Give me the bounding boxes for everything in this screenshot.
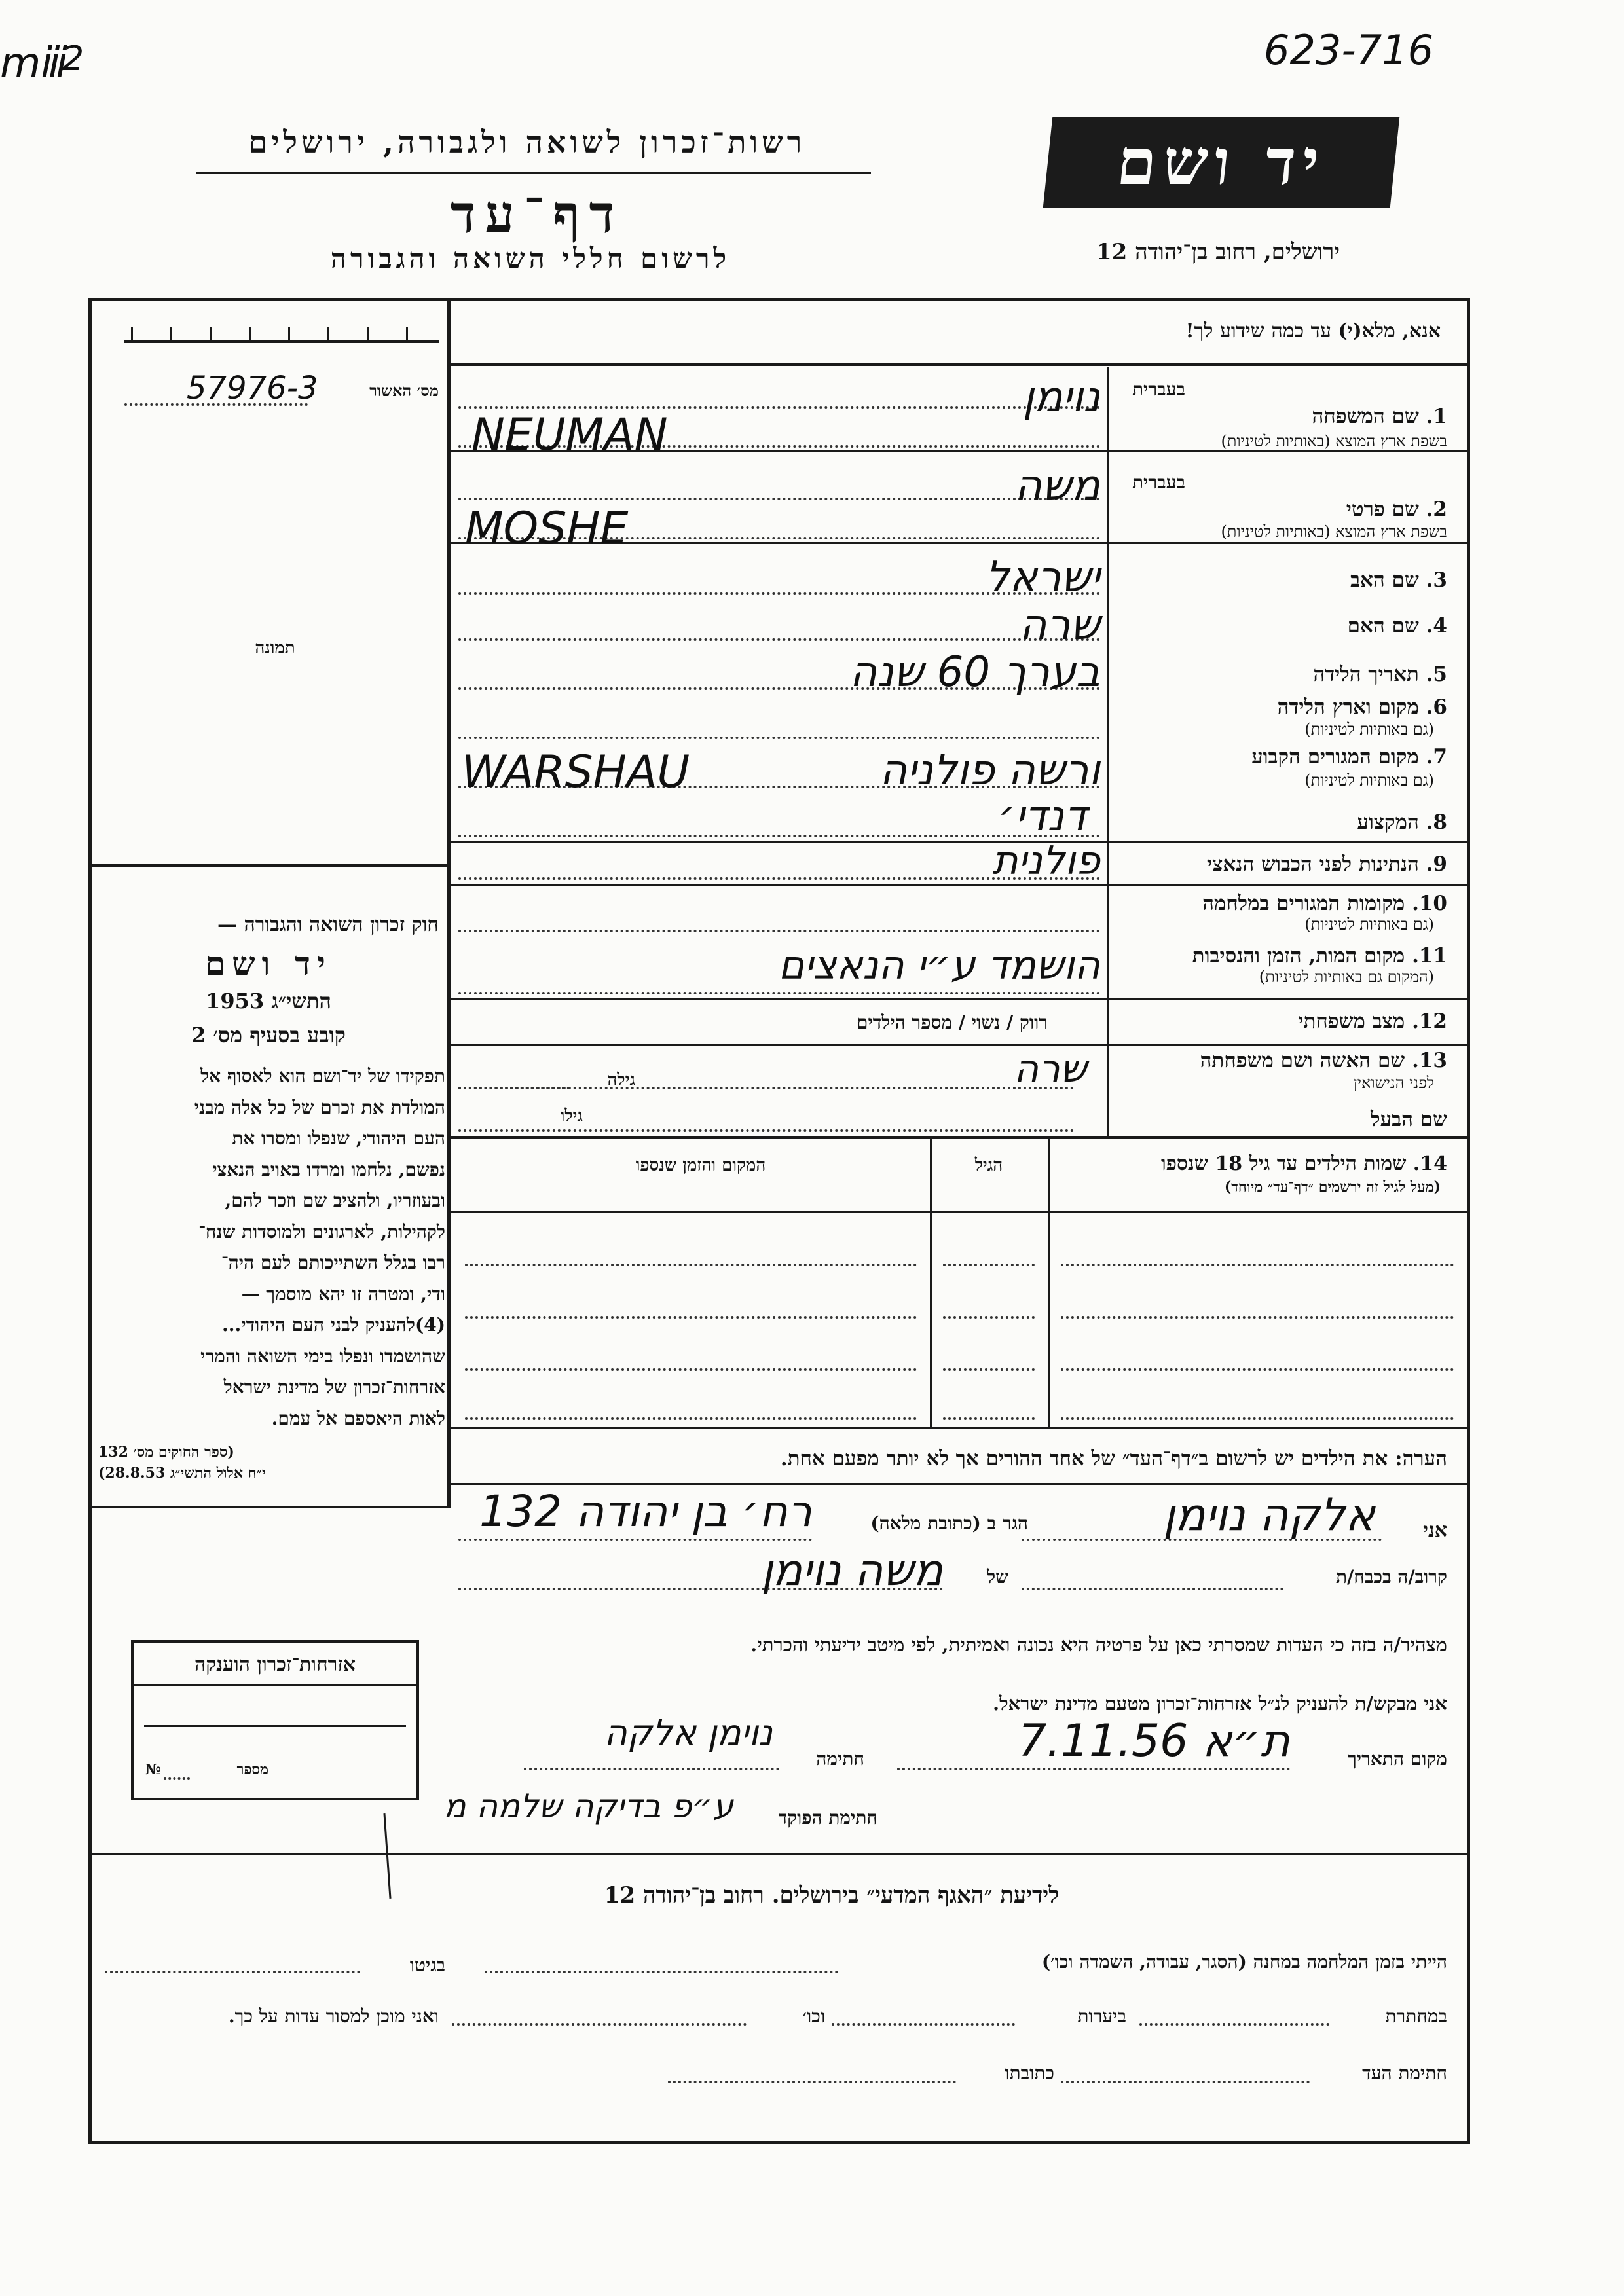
surname-latin[interactable]: NEUMAN xyxy=(471,409,668,461)
address-label: הגר ב (כתובת מלאה) xyxy=(870,1512,1028,1534)
declarant-name[interactable]: אלקה נוימן xyxy=(1162,1489,1375,1541)
mother-name[interactable]: שרה xyxy=(1019,601,1100,649)
field-7-sub: (גם באותיות לטיניות) xyxy=(1304,771,1434,790)
bottom-underground: במחתרת xyxy=(1385,2005,1447,2027)
field-13-label: 13. שם האשה ושם משפחתה xyxy=(1200,1049,1447,1072)
field-9-label: 9. הנתינות לפני הכבוש הנאצי xyxy=(1207,852,1447,876)
declaration-text: מצהיר/ה בזה כי העדות שמסרתי כאן על פרטיה היא נכונה ואמיתית, לפי מיטב ידיעתי והכרתי. xyxy=(750,1633,1447,1656)
law-line: לאות היאספם אל עמם. xyxy=(271,1407,445,1429)
field-1-label: 1. שם המשפחה xyxy=(1312,405,1447,428)
law-body xyxy=(98,1061,445,1434)
law-ref-1: (ספר החוקים מס׳ 132 xyxy=(98,1444,234,1461)
field-7-label: 7. מקום המגורים הקבוע xyxy=(1251,745,1447,769)
form-title: דף־עד xyxy=(450,183,624,245)
first-name-hebrew[interactable]: משה xyxy=(1014,462,1100,510)
photo-rule xyxy=(92,864,447,867)
children-col-place: המקום והזמן שנספו xyxy=(635,1156,766,1175)
corner-mark-sub: 2 xyxy=(62,39,84,79)
field-10-label: 10. מקומות המגורים במלחמה xyxy=(1202,892,1447,915)
bottom-forests: ביערות xyxy=(1077,2005,1126,2027)
field-5-label: 5. תאריך הלידה xyxy=(1313,663,1447,686)
file-no-label: מס׳ האשור xyxy=(369,381,439,400)
header-address: ירושלים, רחוב בן־יהודה 12 xyxy=(1096,239,1340,265)
logo-text: יד ושם xyxy=(1113,125,1329,199)
residence-latin[interactable]: WARSHAU xyxy=(462,746,690,798)
law-section: קובע בסעיף מס׳ 2 xyxy=(191,1023,346,1048)
first-name-latin[interactable]: MOSHE xyxy=(465,503,629,555)
residence-hebrew[interactable]: ורשה פולניה xyxy=(879,746,1100,795)
bottom-etc: וכו׳ xyxy=(802,2005,825,2027)
law-line: (4)להעניק לבני העם היהודי... xyxy=(222,1314,445,1336)
husband-label: שם הבעל xyxy=(1371,1108,1447,1131)
relative-label: קרוב/ה בכבח/ת xyxy=(1335,1566,1447,1588)
children-label: 14. שמות הילדים עד גיל 18 שנספו xyxy=(1160,1152,1447,1175)
top-rule xyxy=(451,363,1470,366)
law-line: נפשם, נלחמו ומרדו באויב הנאצי xyxy=(212,1158,445,1180)
death-place[interactable]: הושמד ע״י הנאצים xyxy=(778,943,1100,989)
witness-signature-label: חתימת העד xyxy=(1362,2062,1447,2084)
children-sub: (מעל לגיל זה ירשמים ״דף־עד״ מיוחד) xyxy=(1224,1178,1441,1195)
yad-vashem-logo xyxy=(1043,117,1400,208)
law-name: יד ושם xyxy=(205,944,332,983)
law-line: לקהילות, לארגונים ולמוסדות שנח־ xyxy=(198,1220,445,1243)
law-line: העם היהודי, שנפלו ומסרו את xyxy=(232,1127,445,1149)
date-place-label: מקום התאריך xyxy=(1348,1748,1447,1770)
corner-mark: ⅿⅲ xyxy=(0,39,68,88)
declarant-address[interactable]: רח׳ בן יהודה 132 xyxy=(479,1486,812,1537)
signature-label: חתימה xyxy=(816,1748,864,1770)
citizenship-title: אזרחות־זכרון הוענקה xyxy=(194,1653,356,1676)
field-2-sub: בשפת ארץ המוצא (באותיות לטיניות) xyxy=(1221,522,1447,541)
field-1-heb-tag: בעברית xyxy=(1132,378,1185,400)
declarant-signature[interactable]: נוימן אלקה xyxy=(604,1712,773,1753)
field-2-label: 2. שם פרטי xyxy=(1346,498,1447,521)
wife-name[interactable]: שרה xyxy=(1014,1046,1087,1091)
witness-address-label: כתובתו xyxy=(1005,2062,1054,2084)
field-6-label: 6. מקום וארץ הלידה xyxy=(1277,695,1447,719)
field-6-sub: (גם באותיות לטיניות) xyxy=(1304,720,1434,738)
law-line: תפקידו של יד־ושם הוא לאסוף אל xyxy=(200,1065,445,1087)
children-col-divider-2 xyxy=(930,1139,932,1427)
field-13-sub: לפני הנישואין xyxy=(1353,1074,1434,1092)
law-line: רבו בגלל השתייכותם לעם היה־ xyxy=(221,1252,445,1273)
law-line: שהושמדו ונפלו בימי השואה והמרי xyxy=(200,1345,445,1367)
field-3-label: 3. שם האב xyxy=(1350,568,1447,592)
law-ref-2: י״ח אלול התשי״ג 28.8.53) xyxy=(98,1465,266,1482)
law-line: אזרחות־זכרון של מדינת ישראל xyxy=(223,1376,445,1398)
form-subtitle: לרשום חללי השואה והגבורה xyxy=(330,242,731,274)
bottom-title: לידיעת ״האגף המדעי״ בירושלים. רחוב בן־יהודה 12 xyxy=(604,1882,1060,1908)
photo-label: תמונה xyxy=(255,638,295,658)
children-col-divider-1 xyxy=(1048,1139,1050,1427)
field-8-label: 8. המקצוע xyxy=(1357,811,1447,834)
law-line: ודי, ומטרה זו יהא מוסמך — xyxy=(241,1283,445,1305)
wife-age-label: גילה xyxy=(607,1070,635,1090)
field-11-label: 11. מקום המות, הזמן והנסיבות xyxy=(1192,944,1447,968)
citizenship-no-suffix: № xyxy=(145,1761,161,1778)
archive-number: 623-716 xyxy=(1264,26,1434,74)
field-2-heb-tag: בעברית xyxy=(1132,471,1185,493)
law-year: התשי״ג 1953 xyxy=(206,989,331,1013)
field-1-sub: בשפת ארץ המוצא (באותיות לטיניות) xyxy=(1221,432,1447,450)
law-line: המולדת את זכרם של כל אלה מבני xyxy=(194,1096,445,1118)
law-title: חוק זכרון השואה והגבורה — xyxy=(217,913,439,936)
file-no-value: 57976-3 xyxy=(187,370,318,407)
label-column-divider xyxy=(1107,367,1109,1136)
children-col-age: הגיל xyxy=(974,1156,1003,1175)
request-text: אני מבקש/ת להעניק לנ״ל אזרחות־זכרון מטעם מדינת ישראל. xyxy=(993,1692,1447,1715)
children-note: הערה: את הילדים יש לרשום ב״דף־העד״ של אחד ההורים אך לא יותר מפעם אחת. xyxy=(780,1447,1447,1470)
relative-of-name[interactable]: משה נוימן xyxy=(761,1545,943,1595)
birth-date[interactable]: בערך 60 שנה xyxy=(849,648,1100,697)
instruction-note: אנא, מלא(י) עד כמה שידוע לך! xyxy=(1185,319,1441,342)
field-11-sub: (המקום גם באותיות לטיניות) xyxy=(1259,968,1434,986)
officer-signature[interactable]: ע״פ בדיקה שלמה מ xyxy=(443,1787,733,1825)
of-label: של xyxy=(987,1566,1008,1588)
surname-hebrew[interactable]: נוימן xyxy=(1022,373,1100,422)
officer-signature-label: חתימת הפוקד xyxy=(778,1807,877,1829)
authority-name: רשות־זכרון לשואה ולגבורה, ירושלים xyxy=(248,124,806,160)
bottom-line1: הייתי בזמן המלחמה במחנה (הסגר, עבודה, השמדה וכו׳) xyxy=(1041,1951,1447,1973)
field-4-label: 4. שם האם xyxy=(1347,614,1447,638)
field-12-label: 12. מצב משפחתי xyxy=(1298,1010,1447,1033)
bottom-ghetto: בגיטו xyxy=(409,1954,445,1976)
declarant-i-label: אני xyxy=(1423,1519,1447,1542)
marital-status-options[interactable]: רווק / נשוי / מספר הילדים xyxy=(856,1011,1048,1033)
husband-age-label: גילו xyxy=(560,1106,583,1126)
profession[interactable]: דנדי׳ xyxy=(997,792,1087,841)
date-place-value[interactable]: ת״א 7.11.56 xyxy=(1018,1715,1290,1767)
bottom-testify: ואני מוכן למסור עדות על כך. xyxy=(228,2005,439,2027)
citizenship-no-label: מספר xyxy=(236,1761,268,1778)
citizenship[interactable]: פולנית xyxy=(992,838,1100,884)
father-name[interactable]: ישראל xyxy=(986,553,1100,602)
law-line: ובעוזריו, ולהציב שם וזכר להם, xyxy=(225,1190,445,1211)
left-column-divider xyxy=(447,298,451,1506)
field-10-sub: (גם באותיות לטיניות) xyxy=(1304,915,1434,934)
header-rule xyxy=(196,172,871,174)
